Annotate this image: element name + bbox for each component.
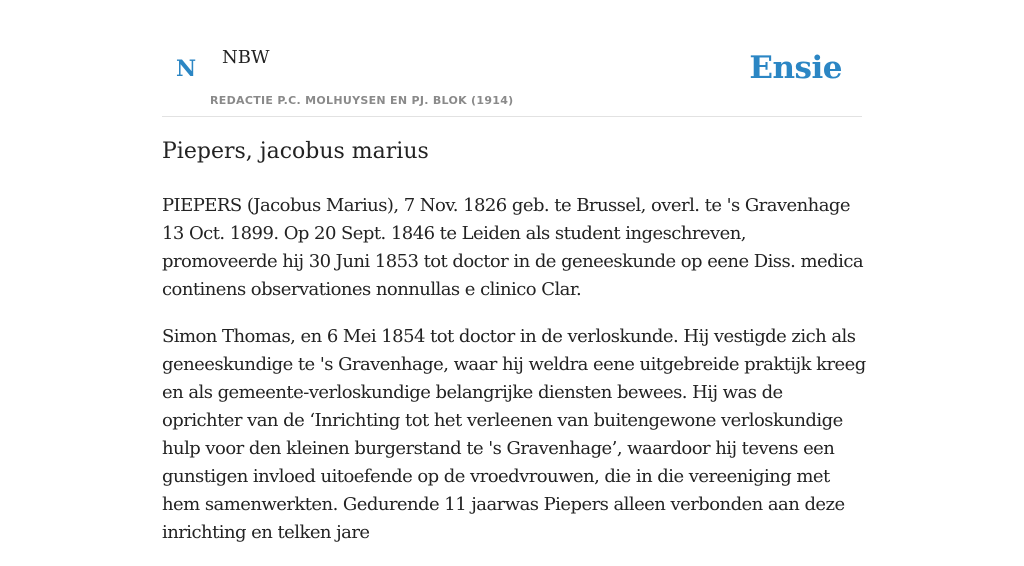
header	[162, 0, 862, 117]
editors-line: REDACTIE P.C. MOLHUYSEN EN PJ. BLOK (1914)	[210, 94, 514, 107]
article-paragraph: Simon Thomas, en 6 Mei 1854 tot doctor in de verloskunde. Hij vestigde zich als geneeskundige te 's Gravenhage, waar hij weldra eene uitgebreide praktijk kreeg en als gemeente-verloskundige belangrijke diensten bewees. Hij was de oprichter van de ‘Inrichting tot het verleenen van buitengewone verloskundige hulp voor den kleinen burgerstand te 's Gravenhage’, waardoor hij tevens een gunstigen invloed uitoefende op de vroedvrouwen, die in die vereeniging met hem samenwerkten. Gedurende 11 jaarwas Piepers alleen verbonden aan deze inrichting en telken jare	[162, 326, 866, 543]
article-paragraph: PIEPERS (Jacobus Marius), 7 Nov. 1826 geb. te Brussel, overl. te 's Gravenhage 13 Oct. 1899. Op 20 Sept. 1846 te Leiden als student ingeschreven, promoveerde hij 30 Juni 1853 tot doctor in de geneeskunde op eene Diss. medica continens observationes nonnullas e clinico Clar.	[162, 195, 864, 300]
ensie-logo-link[interactable]: Ensie	[749, 50, 842, 86]
source-logo[interactable]: N	[176, 56, 197, 82]
article-body	[162, 192, 866, 566]
source-name[interactable]: NBW	[222, 47, 270, 68]
page-title: Piepers, jacobus marius	[162, 139, 429, 164]
